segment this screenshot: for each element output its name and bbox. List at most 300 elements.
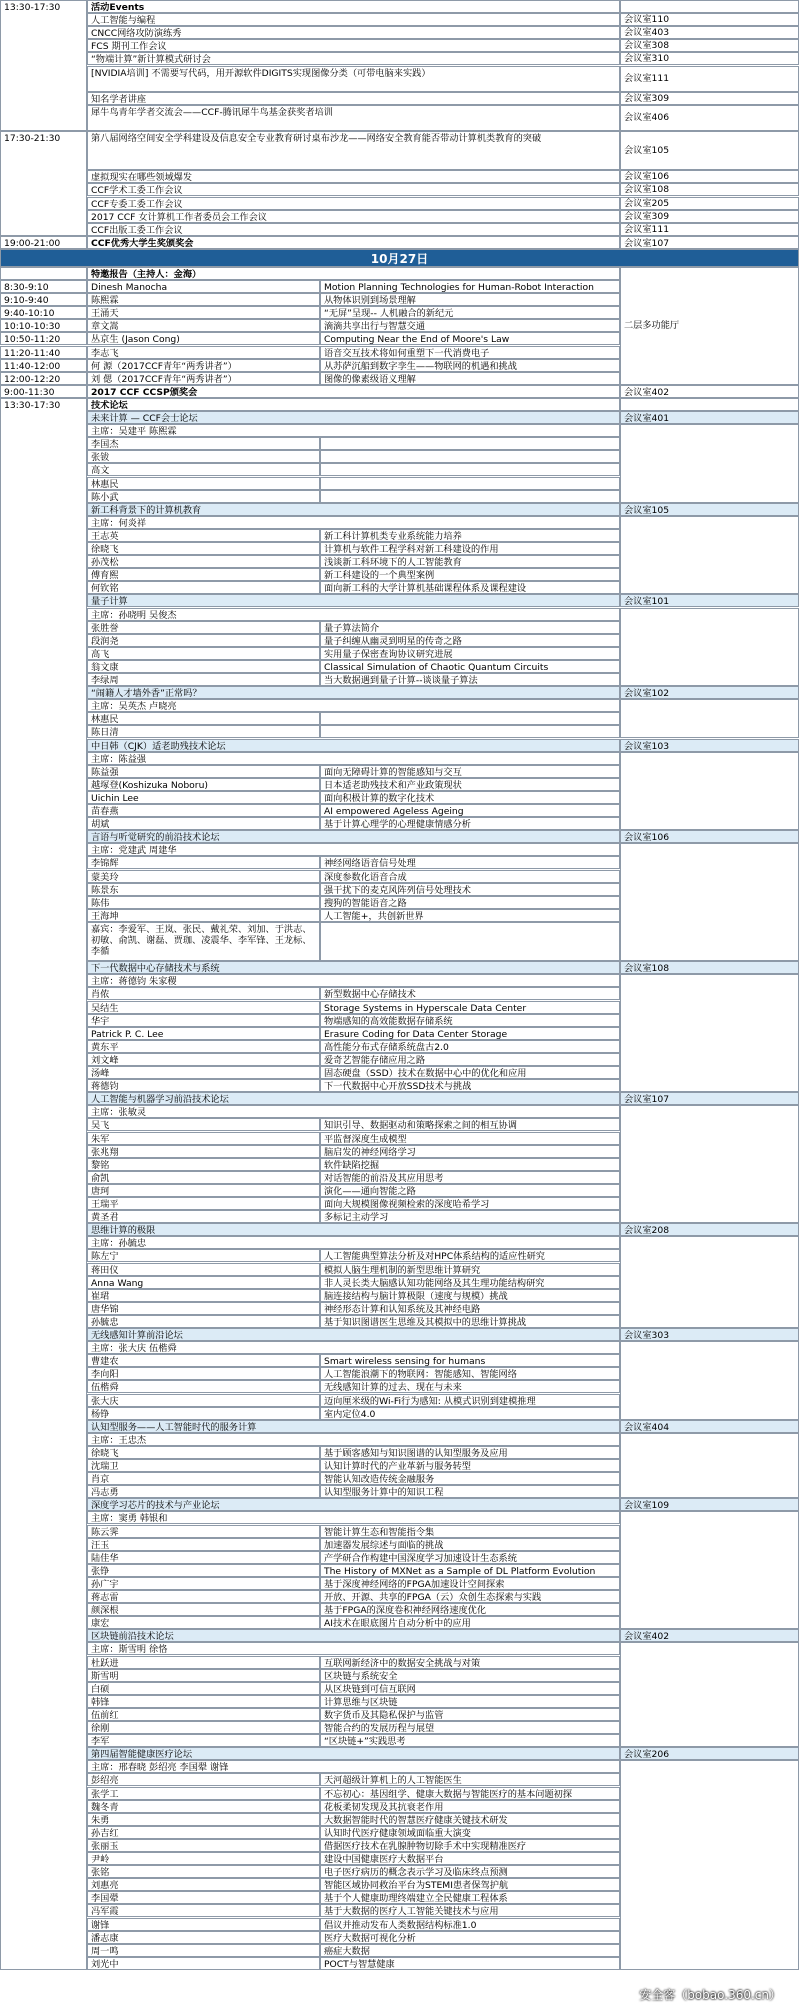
event-room: 会议室309	[620, 92, 799, 105]
time-slot: 19:00-21:00	[0, 236, 87, 249]
session-chair: 主席：陈益强	[87, 752, 620, 765]
speaker: 徐晓飞	[87, 542, 320, 555]
speaker: 孙吉红	[87, 1826, 320, 1839]
speaker: 王瑞平	[87, 1197, 320, 1210]
session-title: “闹籍人才墙外香”正常吗？	[87, 686, 620, 699]
event-room: 会议室107	[620, 236, 799, 249]
talk-title: 互联网新经济中的数据安全挑战与对策	[320, 1656, 620, 1669]
speaker: 孙广宇	[87, 1577, 320, 1590]
event-room: 会议室406	[620, 105, 799, 131]
time-slot: 13:30-17:30	[0, 0, 87, 131]
event-room: 会议室108	[620, 183, 799, 196]
session-room: 会议室109	[620, 1498, 799, 1511]
speaker: 林惠民	[87, 712, 320, 725]
talk-title: Classical Simulation of Chaotic Quantum Circuits	[320, 660, 620, 673]
talk-title: 医疗大数据可视化分析	[320, 1931, 620, 1944]
speaker: 傅育熙	[87, 568, 320, 581]
speaker: 唐华锦	[87, 1302, 320, 1315]
session-room: 会议室102	[620, 686, 799, 699]
speaker: 陈左宁	[87, 1249, 320, 1262]
talk-title: 非人灵长类大脑感认知功能网络及其生理功能结构研究	[320, 1276, 620, 1289]
speaker: 朱军	[87, 1132, 320, 1145]
talk-title: 模拟人脑生理机制的新型思维计算研究	[320, 1263, 620, 1276]
session-room: 会议室206	[620, 1747, 799, 1760]
speaker: 伍前红	[87, 1708, 320, 1721]
day-header: 10月27日	[0, 249, 799, 267]
speaker: 汤峰	[87, 1066, 320, 1079]
talk-title: Smart wireless sensing for humans	[320, 1354, 620, 1367]
talk-title: 人工智能+，共创新世界	[320, 909, 620, 922]
speaker: 章文嵩	[87, 319, 320, 332]
session-chair: 主席：张大庆 伍楷舜	[87, 1341, 620, 1354]
talk-title: 计算机与软件工程学科对新工科建设的作用	[320, 542, 620, 555]
speaker: 高飞	[87, 647, 320, 660]
session-chair: 主席：何炎祥	[87, 516, 620, 529]
speaker: 康宏	[87, 1616, 320, 1629]
speaker: 汪玉	[87, 1538, 320, 1551]
session-chair: 主席：斯雪明 徐恪	[87, 1642, 620, 1655]
speaker: 陈景东	[87, 883, 320, 896]
talk-title: “无屏”呈现-- 人机融合的新纪元	[320, 306, 620, 319]
room-cell	[620, 974, 799, 1092]
talk-title: 新工科计算机类专业系统能力培养	[320, 529, 620, 542]
talk-title: 开放、开源、共享的FPGA（云）众创生态探索与实践	[320, 1590, 620, 1603]
talk-title: 量子纠缠从幽灵到明星的传奇之路	[320, 634, 620, 647]
talk-title: 滴滴共享出行与智慧交通	[320, 319, 620, 332]
room-cell	[620, 1760, 799, 1970]
room-cell	[620, 1105, 799, 1223]
speaker: 王志英	[87, 529, 320, 542]
event-room: 会议室205	[620, 197, 799, 210]
talk-title: 室内定位4.0	[320, 1407, 620, 1420]
talk-title: 人工智能典型算法分析及对HPC体系结构的适应性研究	[320, 1249, 620, 1262]
event-title: CCF优秀大学生奖颁奖会	[87, 236, 620, 249]
session-title: 未来计算 — CCF会士论坛	[87, 411, 620, 424]
talk-title: 浅谈新工科环境下的人工智能教育	[320, 555, 620, 568]
speaker: 陈云霁	[87, 1525, 320, 1538]
talk-title: 不忘初心：基因组学、健康大数据与智能医疗的基本问题初探	[320, 1787, 620, 1800]
speaker: 李锦辉	[87, 856, 320, 869]
session-title: 认知型服务——人工智能时代的服务计算	[87, 1420, 620, 1433]
talk-title: AI技术在眼底图片自动分析中的应用	[320, 1616, 620, 1629]
event-room: 会议室403	[620, 26, 799, 39]
speaker: 陈小武	[87, 490, 320, 503]
event-room: 会议室105	[620, 131, 799, 170]
talk-title: 脑启发的神经网络学习	[320, 1145, 620, 1158]
time-slot: 11:20-11:40	[0, 346, 87, 359]
talk-title: 产学研合作构建中国深度学习加速设计生态系统	[320, 1551, 620, 1564]
talk-title: 智能认知改造传统金融服务	[320, 1472, 620, 1485]
talk-title: 无线感知计算的过去、现在与未来	[320, 1380, 620, 1393]
talk-title: 当大数据遇到量子计算--谈谈量子算法	[320, 673, 620, 686]
talk-title: 深度参数化语音合成	[320, 870, 620, 883]
room-cell	[620, 843, 799, 961]
speaker: 蒋德钧	[87, 1079, 320, 1092]
talk-title: 基于计算心理学的心理健康情感分析	[320, 817, 620, 830]
talk-title: 加速器发展综述与面临的挑战	[320, 1538, 620, 1551]
speaker: 越塚登(Koshizuka Noboru)	[87, 778, 320, 791]
speaker: 徐刚	[87, 1721, 320, 1734]
speaker: 韩锋	[87, 1695, 320, 1708]
talk-title: 认知计算时代的产业革新与服务转型	[320, 1459, 620, 1472]
session-chair: 主席：窦勇 韩银和	[87, 1511, 620, 1524]
room-cell	[620, 0, 799, 13]
speaker: 周一鸣	[87, 1944, 320, 1957]
talk-title: 日本适老助残技术和产业政策现状	[320, 778, 620, 791]
room-cell	[620, 398, 799, 411]
speaker: 蒋田仪	[87, 1263, 320, 1276]
speaker: 彭绍亮	[87, 1773, 320, 1786]
speaker: 颜深根	[87, 1603, 320, 1616]
talk-title: Motion Planning Technologies for Human-Robot Interaction	[320, 280, 620, 293]
session-title: 人工智能与机器学习前沿技术论坛	[87, 1092, 620, 1105]
talk-title: 数字货币及其隐私保护与监管	[320, 1708, 620, 1721]
speaker: 高文	[87, 463, 320, 476]
event-room: 会议室111	[620, 223, 799, 236]
room-cell	[620, 1433, 799, 1499]
talk-title: 电子医疗病历的概念表示学习及临床终点预测	[320, 1865, 620, 1878]
talk-title	[320, 725, 620, 738]
speaker: 黄东平	[87, 1040, 320, 1053]
event-room: 会议室106	[620, 170, 799, 183]
talk-title: 下一代数据中心开放SSD技术与挑战	[320, 1079, 620, 1092]
speaker: 吴结生	[87, 1001, 320, 1014]
event-room: 会议室310	[620, 52, 799, 65]
session-room: 会议室105	[620, 503, 799, 516]
talk-title: 癌症大数据	[320, 1944, 620, 1957]
speaker: 杨铮	[87, 1407, 320, 1420]
speaker: 刘 偲（2017CCF青年“两秀讲者”）	[87, 372, 320, 385]
time-slot: 8:30-9:10	[0, 280, 87, 293]
time-slot: 9:40-10:10	[0, 306, 87, 319]
talk-title: POCT与智慧健康	[320, 1957, 620, 1970]
session-title: 思维计算的极限	[87, 1223, 620, 1236]
talk-title: 软件缺陷挖掘	[320, 1158, 620, 1171]
room-cell	[620, 516, 799, 595]
talk-title: 新工科建设的一个典型案例	[320, 568, 620, 581]
section-title: 活动Events	[87, 0, 620, 13]
speaker: 华宇	[87, 1014, 320, 1027]
talk-title: 认知型服务计算中的知识工程	[320, 1485, 620, 1498]
speaker: 林惠民	[87, 477, 320, 490]
talk-title: Erasure Coding for Data Center Storage	[320, 1027, 620, 1040]
talk-title: 从苏萨沉船到数字孪生——物联网的机遇和挑战	[320, 359, 620, 372]
talk-title: 人工智能浪潮下的物联网：智能感知、智能网络	[320, 1367, 620, 1380]
session-room: 会议室103	[620, 739, 799, 752]
talk-title	[320, 450, 620, 463]
speaker: 曹建农	[87, 1354, 320, 1367]
talk-title: The History of MXNet as a Sample of DL Platform Evolution	[320, 1564, 620, 1577]
speaker: 李军	[87, 1734, 320, 1747]
speaker: 张钹	[87, 450, 320, 463]
event-title: CCF学术工委工作会议	[87, 183, 620, 196]
session-title: 新工科背景下的计算机教育	[87, 503, 620, 516]
talk-title: 借据医疗技术在乳腺肿物切除手术中实现精准医疗	[320, 1839, 620, 1852]
session-chair: 主席：吴英杰 卢晓亮	[87, 699, 620, 712]
session-title: 量子计算	[87, 594, 620, 607]
speaker: 李绿周	[87, 673, 320, 686]
talk-title: 基于深度神经网络的FPGA加速设计空间探索	[320, 1577, 620, 1590]
event-title: CNCC网络攻防演练秀	[87, 26, 620, 39]
talk-title: 平监督深度生成模型	[320, 1132, 620, 1145]
talk-title: 强干扰下的麦克风阵列信号处理技术	[320, 883, 620, 896]
speaker: 张丽玉	[87, 1839, 320, 1852]
event-title: “物端计算”新计算模式研讨会	[87, 52, 620, 65]
talk-title: 图像的像素级语义理解	[320, 372, 620, 385]
talk-title: 面向无障碍计算的智能感知与交互	[320, 765, 620, 778]
talk-title: 对话智能的前沿及其应用思考	[320, 1171, 620, 1184]
session-chair: 主席：邢春晓 彭绍亮 李国翚 谢锋	[87, 1760, 620, 1773]
speaker: 朱勇	[87, 1813, 320, 1826]
talk-title: 爱奇艺智能存储应用之路	[320, 1053, 620, 1066]
speaker: 李志飞	[87, 346, 320, 359]
speaker: 张铭	[87, 1865, 320, 1878]
speaker: 刘文峰	[87, 1053, 320, 1066]
event-title: CCF出版工委工作会议	[87, 223, 620, 236]
session-chair: 主席：党建武 周建华	[87, 843, 620, 856]
speaker: 沈瑞卫	[87, 1459, 320, 1472]
talk-title: 从物体识别到场景理解	[320, 293, 620, 306]
event-title: 虚拟现实在哪些领域爆发	[87, 170, 620, 183]
talk-title: Storage Systems in Hyperscale Data Center	[320, 1001, 620, 1014]
speaker: 张学工	[87, 1787, 320, 1800]
talk-title: “区块链+”实践思考	[320, 1734, 620, 1747]
talk-title: 基于知识图谱医生思维及其模拟中的思维计算挑战	[320, 1315, 620, 1328]
speaker: 何钦铭	[87, 581, 320, 594]
speaker: 伍楷舜	[87, 1380, 320, 1393]
talk-title: 花板柔韧发现及其抗衰老作用	[320, 1800, 620, 1813]
talk-title: 脑连接结构与脑计算极限（速度与规模）挑战	[320, 1289, 620, 1302]
room-cell	[620, 608, 799, 687]
room-cell	[620, 752, 799, 831]
speaker: 张兆翔	[87, 1145, 320, 1158]
speaker: 陈益强	[87, 765, 320, 778]
time-slot: 11:40-12:00	[0, 359, 87, 372]
talk-title: 面向新工科的大学计算机基础课程体系及课程建设	[320, 581, 620, 594]
event-title: 2017 CCF 女计算机工作者委员会工作会议	[87, 210, 620, 223]
event-room: 会议室402	[620, 385, 799, 398]
speaker: 段润尧	[87, 634, 320, 647]
keynote-room: 二层多功能厅	[620, 267, 799, 385]
talk-title: 新型数据中心存储技术	[320, 987, 620, 1000]
speaker: 肖京	[87, 1472, 320, 1485]
talk-title	[320, 490, 620, 503]
event-title: FCS 期刊工作会议	[87, 39, 620, 52]
talk-title: 倡议并推动发布人类数据结构标准1.0	[320, 1918, 620, 1931]
talk-title: 天河超级计算机上的人工智能医生	[320, 1773, 620, 1786]
talk-title	[320, 477, 620, 490]
talk-title: 多标记主动学习	[320, 1210, 620, 1223]
talk-title: 从区块链到可信互联网	[320, 1682, 620, 1695]
talk-title: 智能计算生态和智能指令集	[320, 1525, 620, 1538]
talk-title	[320, 437, 620, 450]
speaker: Dinesh Manocha	[87, 280, 320, 293]
room-cell	[620, 424, 799, 503]
talk-title: 演化——通向智能之路	[320, 1184, 620, 1197]
event-title: 2017 CCF CCSP颁奖会	[87, 385, 620, 398]
talk-title: 面向大规模图像视频检索的深度哈希学习	[320, 1197, 620, 1210]
session-room: 会议室303	[620, 1328, 799, 1341]
session-room: 会议室401	[620, 411, 799, 424]
speaker: 陈熙霖	[87, 293, 320, 306]
session-room: 会议室101	[620, 594, 799, 607]
talk-title: 高性能分布式存储系统盘古2.0	[320, 1040, 620, 1053]
talk-title	[320, 922, 620, 961]
time-slot: 17:30-21:30	[0, 131, 87, 236]
watermark: 安全客（bobao.360.cn）	[639, 1988, 781, 2002]
talk-title: 固态硬盘（SSD）技术在数据中心中的优化和应用	[320, 1066, 620, 1079]
talk-title: 知识引导、数据驱动和策略探索之间的相互协调	[320, 1118, 620, 1131]
event-title: 第八届网络空间安全学科建设及信息安全专业教育研讨桌布沙龙——网络安全教育能否带动计算机类教育的突破	[87, 131, 620, 170]
talk-title: 实用量子保密查询协议研究进展	[320, 647, 620, 660]
speaker: 孙毓忠	[87, 1315, 320, 1328]
speaker: 吴飞	[87, 1118, 320, 1131]
speaker: 谢锋	[87, 1918, 320, 1931]
speaker: 何 源（2017CCF青年“两秀讲者”）	[87, 359, 320, 372]
speaker: 张铮	[87, 1564, 320, 1577]
speaker: 张胜誉	[87, 621, 320, 634]
room-cell	[620, 1236, 799, 1328]
speaker: 崔珺	[87, 1289, 320, 1302]
speaker: 李国翚	[87, 1891, 320, 1904]
room-cell	[620, 699, 799, 738]
session-title: 无线感知计算前沿论坛	[87, 1328, 620, 1341]
speaker: 胡斌	[87, 817, 320, 830]
speaker: 丛京生 (Jason Cong)	[87, 332, 320, 345]
speaker: 陆佳华	[87, 1551, 320, 1564]
speaker: 张大庆	[87, 1394, 320, 1407]
session-chair: 主席：蒋德钧 朱家稷	[87, 974, 620, 987]
session-title: 中日韩（CJK）适老助残技术论坛	[87, 739, 620, 752]
speaker: 刘光中	[87, 1957, 320, 1970]
time-slot	[0, 267, 87, 280]
speaker: 斯雪明	[87, 1669, 320, 1682]
session-chair: 主席：吴建平 陈熙霖	[87, 424, 620, 437]
speaker: 黄圣君	[87, 1210, 320, 1223]
speaker: 尹岭	[87, 1852, 320, 1865]
speaker: 俞凯	[87, 1171, 320, 1184]
speaker: 王海坤	[87, 909, 320, 922]
speaker: Patrick P. C. Lee	[87, 1027, 320, 1040]
talk-title	[320, 712, 620, 725]
event-title: 犀牛鸟青年学者交流会——CCF-腾讯犀牛鸟基金获奖者培训	[87, 105, 620, 131]
talk-title: Computing Near the End of Moore's Law	[320, 332, 620, 345]
talk-title: 基于个人健康助理终端建立全民健康工程体系	[320, 1891, 620, 1904]
talk-title: 搜狗的智能语音之路	[320, 896, 620, 909]
event-room: 会议室308	[620, 39, 799, 52]
talk-title: 神经形态计算和认知系统及其神经电路	[320, 1302, 620, 1315]
session-chair: 主席：孙晓明 吴俊杰	[87, 608, 620, 621]
time-slot: 10:50-11:20	[0, 332, 87, 345]
talk-title: 语音交互技术将如何重塑下一代消费电子	[320, 346, 620, 359]
session-chair: 主席：王忠杰	[87, 1433, 620, 1446]
speaker: 徐晓飞	[87, 1446, 320, 1459]
time-slot: 12:00-12:20	[0, 372, 87, 385]
session-room: 会议室107	[620, 1092, 799, 1105]
talk-title: 面向积极计算的数字化技术	[320, 791, 620, 804]
talk-title: 智能区域协同救治平台为STEMI患者保驾护航	[320, 1878, 620, 1891]
keynote-header: 特邀报告（主持人：金海）	[87, 267, 620, 280]
event-room: 会议室110	[620, 13, 799, 26]
speaker: 冯军霞	[87, 1904, 320, 1917]
event-room: 会议室111	[620, 66, 799, 92]
speaker: 翁文康	[87, 660, 320, 673]
talk-title: 基于大数据的医疗人工智能关键技术与应用	[320, 1904, 620, 1917]
speaker: 孙茂松	[87, 555, 320, 568]
forum-title: 技术论坛	[87, 398, 620, 411]
room-cell	[620, 1511, 799, 1629]
talk-title: 智能合约的发展历程与展望	[320, 1721, 620, 1734]
event-title: [NVIDIA培训] 不需要写代码，用开源软件DIGITS实现图像分类（可带电脑来实践）	[87, 66, 620, 92]
talk-title	[320, 463, 620, 476]
talk-title: 认知时代医疗健康领域面临重大演变	[320, 1826, 620, 1839]
session-title: 深度学习芯片的技术与产业论坛	[87, 1498, 620, 1511]
speaker: 潘志康	[87, 1931, 320, 1944]
session-room: 会议室106	[620, 830, 799, 843]
speaker: 白硕	[87, 1682, 320, 1695]
session-guests: 嘉宾：李爱军、王岚、张民、戴礼荣、刘加、于洪志、初敏、俞凯、谢磊、贾珈、凌震华、李军锋、王龙标、李循	[87, 922, 320, 961]
session-room: 会议室208	[620, 1223, 799, 1236]
speaker: 肖侬	[87, 987, 320, 1000]
speaker: 陈日清	[87, 725, 320, 738]
session-room: 会议室402	[620, 1629, 799, 1642]
speaker: Uichin Lee	[87, 791, 320, 804]
room-cell	[620, 1341, 799, 1420]
speaker: 李向阳	[87, 1367, 320, 1380]
talk-title: 基于顾客感知与知识图谱的认知型服务及应用	[320, 1446, 620, 1459]
speaker: 黎铭	[87, 1158, 320, 1171]
talk-title: 量子算法简介	[320, 621, 620, 634]
talk-title: 迈向厘米级的Wi-Fi行为感知: 从模式识别到建模推理	[320, 1394, 620, 1407]
session-room: 会议室108	[620, 961, 799, 974]
time-slot: 9:10-9:40	[0, 293, 87, 306]
event-title: 人工智能与编程	[87, 13, 620, 26]
session-title: 言语与听觉研究的前沿技术论坛	[87, 830, 620, 843]
talk-title: 建设中国健康医疗大数据平台	[320, 1852, 620, 1865]
speaker: 苗春燕	[87, 804, 320, 817]
speaker: 蒋志雷	[87, 1590, 320, 1603]
event-room: 会议室309	[620, 210, 799, 223]
session-title: 下一代数据中心存储技术与系统	[87, 961, 620, 974]
talk-title: 神经网络语音信号处理	[320, 856, 620, 869]
session-chair: 主席：孙毓忠	[87, 1236, 620, 1249]
session-room: 会议室404	[620, 1420, 799, 1433]
time-slot: 13:30-17:30	[0, 398, 87, 1970]
talk-title: 大数据智能时代的智慧医疗健康关键技术研发	[320, 1813, 620, 1826]
talk-title: AI empowered Ageless Ageing	[320, 804, 620, 817]
event-title: CCF专委工委工作会议	[87, 197, 620, 210]
room-cell	[620, 1642, 799, 1747]
speaker: 蒙美玲	[87, 870, 320, 883]
speaker: 王涌天	[87, 306, 320, 319]
talk-title: 计算思维与区块链	[320, 1695, 620, 1708]
speaker: 魏冬青	[87, 1800, 320, 1813]
event-title: 知名学者讲座	[87, 92, 620, 105]
time-slot: 9:00-11:30	[0, 385, 87, 398]
speaker: 陈伟	[87, 896, 320, 909]
talk-title: 物端感知的高效能数据存储系统	[320, 1014, 620, 1027]
talk-title: 区块链与系统安全	[320, 1669, 620, 1682]
session-title: 区块链前沿技术论坛	[87, 1629, 620, 1642]
session-chair: 主席：张敏灵	[87, 1105, 620, 1118]
time-slot: 10:10-10:30	[0, 319, 87, 332]
talk-title: 基于FPGA的深度卷积神经网络速度优化	[320, 1603, 620, 1616]
session-title: 第四届智能健康医疗论坛	[87, 1747, 620, 1760]
speaker: 冯志勇	[87, 1485, 320, 1498]
speaker: 杜跃进	[87, 1656, 320, 1669]
speaker: 李国杰	[87, 437, 320, 450]
speaker: Anna Wang	[87, 1276, 320, 1289]
